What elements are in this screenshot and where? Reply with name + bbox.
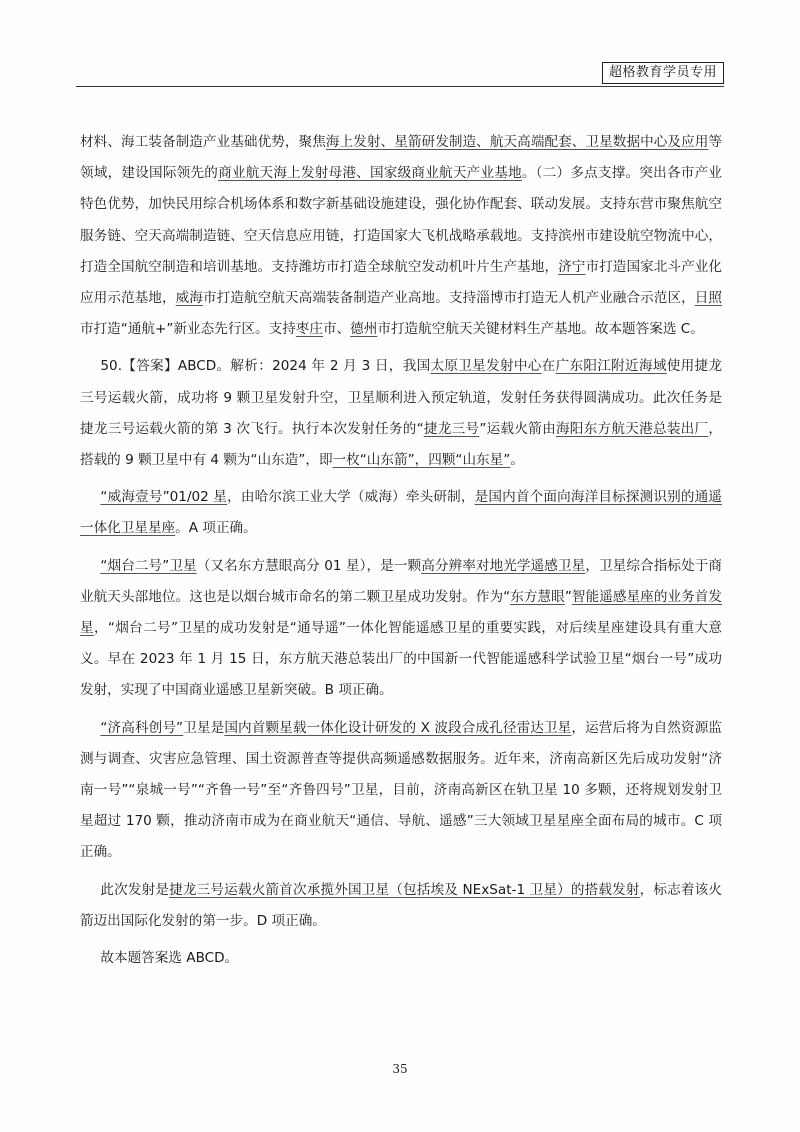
- text-run: 。（二）多点支撑。突出各市产业特色优势，加快民用综合机场体系和数字新基础设施建设，强化协作配套、联动发展。支持东营市聚焦航空服务链、空天高端制造链、空天信息应用链，打造国家大飞机战略承载地。支持滨州市建设航空物流中心，打造全国航空制造和培训基地。支持潍坊市打造全球航空发动机叶片生产基地，: [80, 165, 723, 275]
- page-number: 35: [392, 1062, 408, 1076]
- underlined-text: 高分辨率对地光学遥感卫星: [421, 557, 586, 574]
- paragraph-p7: [80, 943, 722, 974]
- text-run: 市、: [322, 321, 351, 338]
- underlined-text: 日照: [694, 290, 723, 307]
- text-run: 市打造“通航+”新业态先行区。支持: [80, 321, 296, 338]
- underlined-text: 德州: [350, 321, 378, 338]
- underlined-text: 一枚“山东箭”，四颗“山东星”: [332, 452, 511, 469]
- text-run: 等领域，建设国际领先的: [80, 134, 723, 182]
- text-run: ”运载火箭由: [479, 420, 556, 437]
- underlined-text: 捷龙三号: [423, 420, 480, 437]
- underlined-text: 枣庄: [295, 321, 323, 338]
- paragraph-p2: [80, 351, 722, 476]
- text-run: 市打造国家北斗产业化应用示范基地，: [80, 258, 723, 307]
- underlined-text: 广东阳江附近海域: [555, 358, 667, 375]
- underlined-text: 国内首颗星载一体化设计研发的 X 波段合成孔径雷达卫星: [224, 719, 572, 736]
- underlined-text: 威海: [175, 290, 203, 307]
- header-tag: 超格教育学员专用: [602, 62, 724, 84]
- text-run: 材料、海工装备制造产业基础优势，聚焦: [80, 134, 326, 150]
- text-run: 在: [541, 358, 556, 375]
- text-run: 。: [510, 452, 524, 469]
- text-run: 市打造航空航天关键材料生产基地。故本题答案选 C。: [377, 321, 704, 338]
- paragraph-p6: [80, 875, 722, 937]
- underlined-text: 是国内首个面向海洋目标探测识别的通遥一体化卫星星座: [80, 489, 722, 537]
- underlined-text: 太原卫星发射中心: [430, 358, 542, 375]
- text-run: 此次发射是: [100, 881, 170, 898]
- underlined-text: “烟台二号”卫星: [100, 557, 197, 574]
- underlined-text: 捷龙三号运载火箭首次承揽外国卫星（包括埃及 NExSat-1 卫星）的搭载发射: [169, 881, 640, 898]
- text-run: ，搭载的 9 颗卫星中有 4 颗为“山东造”，即: [80, 420, 722, 469]
- underlined-text: 海阳东方航天港总装出厂: [555, 420, 709, 437]
- text-run: ，由哈尔滨工业大学（威海）牵头研制，: [227, 489, 475, 506]
- text-run: ，标志着该火箭迈出国际化发射的第一步。D 项正确。: [80, 881, 723, 929]
- underlined-text: 东方慧眼: [510, 588, 565, 605]
- text-run: 卫星是: [183, 719, 225, 736]
- underlined-text: “济高科创号”: [100, 719, 184, 736]
- underlined-text: 商业航天海上发射母港、国家级商业航天产业基地: [218, 165, 522, 182]
- paragraph-p3: [80, 482, 722, 544]
- text-run: 50.【答案】ABCD。解析：2024 年 2 月 3 日，我国: [100, 358, 431, 375]
- underlined-text: “威海壹号”01/02 星: [100, 489, 228, 506]
- text-run: ，卫星综合指标处于商业航天头部地位。这也是以烟台城市命名的第二颗卫星成功发射。作为“: [80, 557, 723, 605]
- paragraph-p5: [80, 713, 722, 869]
- text-run: （又名东方慧眼高分 01 星），是一颗: [196, 557, 422, 574]
- text-run: 。A 项正确。: [175, 520, 257, 537]
- text-run: 市打造航空航天高端装备制造产业高地。支持淄博市打造无人机产业融合示范区，: [202, 290, 695, 307]
- answer-content: [80, 127, 722, 980]
- text-run: 使用捷龙三号运载火箭，成功将 9 颗卫星发射升空，卫星顺利进入预定轨道，发射任务获得圆满成功。此次任务是捷龙三号运载火箭的第 3 次飞行。执行本次发射任务的“: [80, 358, 723, 437]
- text-run: ，运营后将为自然资源监测与调查、灾害应急管理、国土资源普查等提供高频遥感数据服务。近年来，济南高新区先后成功发射“济南一号”“泉城一号”“齐鲁一号”至“齐鲁四号”卫星，目前，济南高新区在轨卫星 10 多颗，还将规划发射卫星超过 170 颗，推动济南市成为在商业航天“通信、导航、遥感”三大领域卫星星座全面布局的城市。C 项正确。: [80, 719, 722, 861]
- underlined-text: 济宁: [558, 258, 586, 275]
- paragraph-p4: [80, 551, 722, 707]
- header-divider: [76, 86, 724, 87]
- text-run: ，“烟台二号”卫星的成功发射是“通导遥”一体化智能遥感卫星的重要实践，对后续星座建设具有重大意义。早在 2023 年 1 月 15 日，东方航天港总装出厂的中国新一代智能遥感科学试验卫星“烟台一号”成功发射，实现了中国商业遥感卫星新突破。B 项正确。: [80, 620, 723, 699]
- paragraph-p1: [80, 127, 722, 345]
- text-run: 故本题答案选 ABCD。: [100, 950, 239, 967]
- text-run: ”: [564, 588, 572, 605]
- underlined-text: 海上发射、星箭研发制造、航天高端配套、卫星数据中心及应用: [325, 134, 709, 150]
- underlined-text: 智能遥感星座的业务首发星: [80, 588, 723, 637]
